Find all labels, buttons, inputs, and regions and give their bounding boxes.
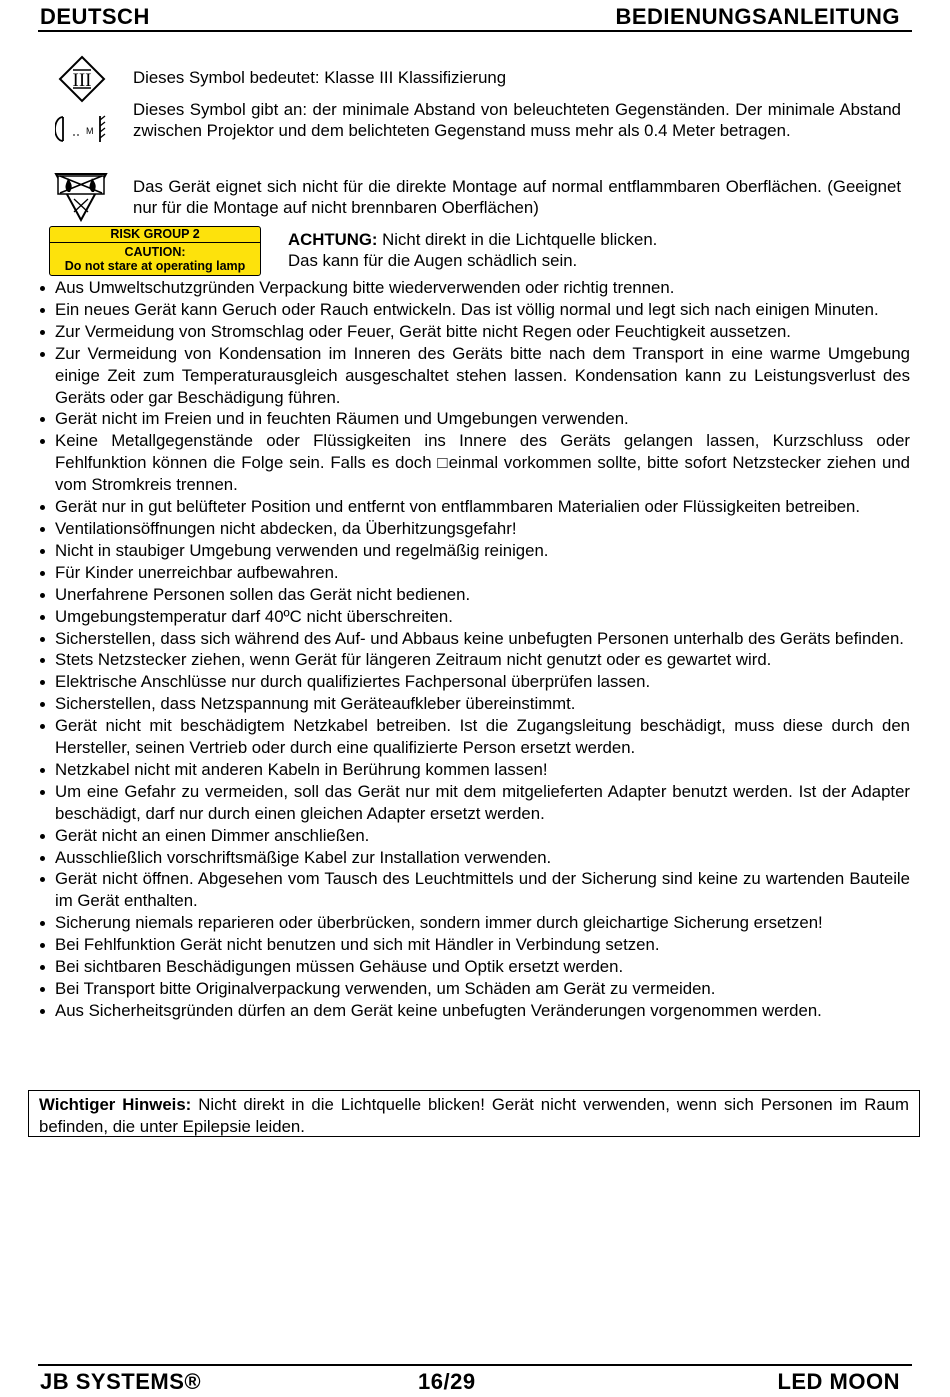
page-header	[38, 4, 912, 32]
important-note-label: Wichtiger Hinweis:	[39, 1095, 192, 1114]
list-item: Aus Umweltschutzgründen Verpackung bitte wiederverwenden oder richtig trennen.	[38, 277, 910, 299]
minimum-distance-icon	[55, 114, 107, 146]
achtung-label: ACHTUNG:	[288, 230, 378, 249]
list-item: Sicherstellen, dass sich während des Auf- und Abbaus keine unbefugten Personen unterhalb des Geräts befinden.	[38, 628, 910, 650]
list-item: Bei Transport bitte Originalverpackung verwenden, um Schäden am Gerät zu vermeiden.	[38, 978, 910, 1000]
list-item: Bei Fehlfunktion Gerät nicht benutzen und sich mit Händler in Verbindung setzen.	[38, 934, 910, 956]
important-note-text: Nicht direkt in die Lichtquelle blicken! Gerät nicht verwenden, wenn sich Personen im Raum befinden, die unter Epilepsie leiden.	[39, 1095, 909, 1136]
list-item: Für Kinder unerreichbar aufbewahren.	[38, 562, 910, 584]
list-item: Netzkabel nicht mit anderen Kabeln in Berührung kommen lassen!	[38, 759, 910, 781]
symbol-flammable-text: Das Gerät eignet sich nicht für die direkte Montage auf normal entflammbaren Oberflächen. (Geeignet nur für die Montage auf nicht brennbaren Oberflächen)	[133, 177, 901, 217]
risk-group-line: RISK GROUP 2	[50, 227, 260, 243]
list-item: Sicherung niemals reparieren oder überbrücken, sondern immer durch gleichartige Sicherung ersetzen!	[38, 912, 910, 934]
symbol-class-iii-text: Dieses Symbol bedeutet: Klasse III Klassifizierung	[133, 68, 507, 87]
svg-text:III: III	[72, 70, 92, 91]
list-item: Nicht in staubiger Umgebung verwenden und regelmäßig reinigen.	[38, 540, 910, 562]
list-item: Ventilationsöffnungen nicht abdecken, da Überhitzungsgefahr!	[38, 518, 910, 540]
minimum-distance-label: M	[86, 126, 94, 136]
header-title: BEDIENUNGSANLEITUNG	[615, 4, 900, 29]
list-item: Unerfahrene Personen sollen das Gerät nicht bedienen.	[38, 584, 910, 606]
list-item: Aus Sicherheitsgründen dürfen an dem Gerät keine unbefugten Veränderungen vorgenommen werden.	[38, 1000, 910, 1022]
important-note-box	[28, 1090, 920, 1137]
no-flammable-surface-icon	[54, 172, 108, 222]
list-item: Gerät nicht mit beschädigtem Netzkabel betreiben. Ist die Zugangsleitung beschädigt, muss diese durch den Hersteller, seinen Vertrieb oder durch eine qualifizierte Person ersetzt werden.	[38, 715, 910, 759]
list-item: Bei sichtbaren Beschädigungen müssen Gehäuse und Optik ersetzt werden.	[38, 956, 910, 978]
achtung-line-2: Das kann für die Augen schädlich sein.	[288, 251, 578, 270]
list-item: Zur Vermeidung von Stromschlag oder Feuer, Gerät bitte nicht Regen oder Feuchtigkeit aussetzen.	[38, 321, 910, 343]
achtung-line-1: Nicht direkt in die Lichtquelle blicken.	[377, 230, 658, 249]
symbol-distance-text: Dieses Symbol gibt an: der minimale Abstand von beleuchteten Gegenständen. Der minimale Abstand zwischen Projektor und dem belichteten Gegenstand muss mehr als 0.4 Meter betragen.	[133, 100, 901, 140]
list-item: Elektrische Anschlüsse nur durch qualifiziertes Fachpersonal überprüfen lassen.	[38, 671, 910, 693]
risk-group-warning-label	[49, 226, 261, 276]
list-item: Ausschließlich vorschriftsmäßige Kabel zur Installation verwenden.	[38, 847, 910, 869]
list-item: Gerät nur in gut belüfteter Position und entfernt von entflammbaren Materialien oder Flüssigkeiten betreiben.	[38, 496, 910, 518]
list-item: Gerät nicht öffnen. Abgesehen vom Tausch des Leuchtmittels und der Sicherung sind keine zu wartenden Bauteile im Gerät enthalten.	[38, 868, 910, 912]
class-iii-icon	[58, 55, 106, 103]
list-item: Sicherstellen, dass Netzspannung mit Geräteaufkleber übereinstimmt.	[38, 693, 910, 715]
list-item: Keine Metallgegenstände oder Flüssigkeiten ins Innere des Geräts gelangen lassen, Kurzschluss oder Fehlfunktion können die Folge sein. Falls es doch □einmal vorkommen sollte, bitte sofort Netzstecker ziehen und vom Stromkreis trennen.	[38, 430, 910, 496]
header-language: DEUTSCH	[40, 4, 150, 29]
safety-instructions-list	[38, 277, 910, 1022]
list-item: Um eine Gefahr zu vermeiden, soll das Gerät nur mit dem mitgelieferten Adapter benutzt werden. Ist der Adapter beschädigt, darf nur durch einen gleichen Adapter ersetzt werden.	[38, 781, 910, 825]
list-item: Gerät nicht an einen Dimmer anschließen.	[38, 825, 910, 847]
page-number: 16/29	[418, 1369, 476, 1394]
list-item: Gerät nicht im Freien und in feuchten Räumen und Umgebungen verwenden.	[38, 408, 910, 430]
list-item: Zur Vermeidung von Kondensation im Inneren des Geräts bitte nach dem Transport in eine warme Umgebung einige Zeit zum Temperaturausgleich ausgeschaltet stehen lassen. Kondensation kann zu Leistungsverlust des Geräts oder gar Beschädigung führen.	[38, 343, 910, 409]
page-footer	[38, 1364, 912, 1396]
list-item: Ein neues Gerät kann Geruch oder Rauch entwickeln. Das ist völlig normal und legt sich nach einigen Minuten.	[38, 299, 910, 321]
caution-line: CAUTION:	[124, 245, 186, 259]
footer-product: LED MOON	[777, 1369, 900, 1394]
do-not-stare-line: Do not stare at operating lamp	[64, 259, 246, 273]
achtung-text	[288, 229, 657, 271]
list-item: Stets Netzstecker ziehen, wenn Gerät für längeren Zeitraum nicht genutzt oder es gewartet wird.	[38, 649, 910, 671]
footer-brand: JB SYSTEMS®	[40, 1369, 202, 1394]
list-item: Umgebungstemperatur darf 40ºC nicht überschreiten.	[38, 606, 910, 628]
